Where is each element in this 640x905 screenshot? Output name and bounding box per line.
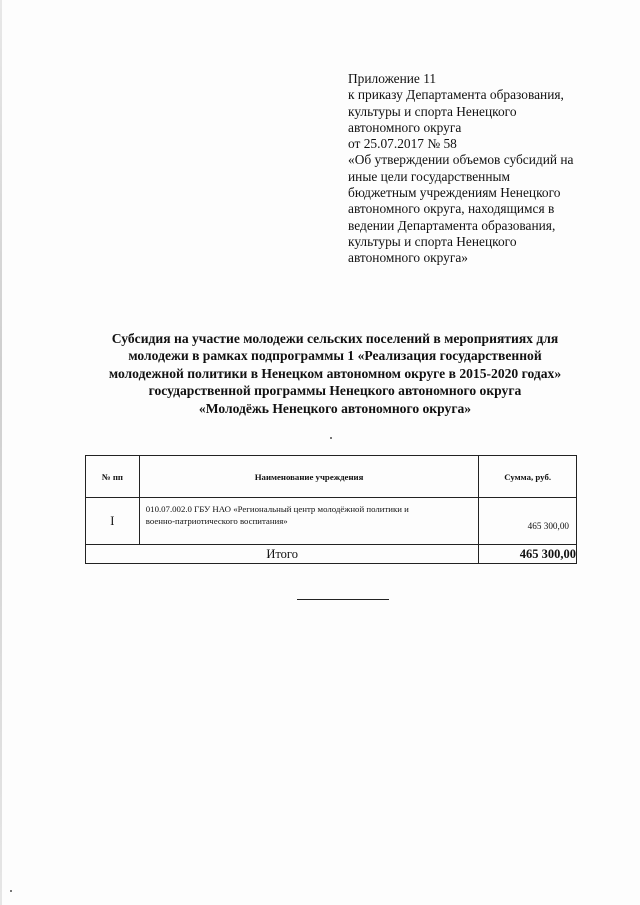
table-row [86, 498, 577, 545]
title-line: молодежной политики в Ненецком автономном округе в 2015-2020 годах» [108, 365, 562, 381]
appendix-line: автономного округа, находящимся в [348, 201, 555, 217]
row-amount: 465 300,00 [479, 498, 577, 545]
document-title [70, 330, 600, 417]
closing-divider [297, 599, 389, 600]
row-number: I [86, 498, 140, 545]
total-amount: 465 300,00 [479, 545, 577, 564]
appendix-line: «Об утверждении объемов субсидий на [348, 152, 574, 168]
scan-edge [0, 0, 2, 905]
appendix-line: иные цели государственным [348, 168, 510, 184]
scan-speck [10, 890, 12, 892]
title-line: «Молодёжь Ненецкого автономного округа» [198, 400, 472, 416]
total-label: Итого [86, 545, 479, 564]
table-header-row [86, 456, 577, 498]
appendix-line: культуры и спорта Ненецкого [348, 233, 517, 249]
institution-line: военно-патриотического воспитания» [145, 516, 288, 526]
header-amount: Сумма, руб. [479, 456, 577, 498]
header-number: № пп [86, 456, 140, 498]
appendix-line: бюджетным учреждениям Ненецкого [348, 185, 561, 201]
total-row [86, 545, 577, 564]
appendix-line: от 25.07.2017 № 58 [348, 136, 457, 152]
appendix-line: к приказу Департамента образования, [348, 87, 564, 103]
appendix-block [348, 71, 608, 267]
appendix-line: автономного округа» [348, 250, 468, 266]
title-line: государственной программы Ненецкого автономного округа [148, 383, 522, 399]
row-institution [139, 498, 479, 545]
subsidy-table [85, 455, 577, 564]
appendix-line: Приложение 11 [348, 71, 437, 86]
header-institution: Наименование учреждения [139, 456, 479, 498]
institution-line: 010.07.002.0 ГБУ НАО «Региональный центр молодёжной политики и [145, 504, 409, 514]
scan-speck [330, 437, 332, 439]
appendix-line: культуры и спорта Ненецкого [348, 103, 517, 119]
title-line: молодежи в рамках подпрограммы 1 «Реализация государственной [128, 348, 542, 364]
title-line: Субсидия на участие молодежи сельских поселений в мероприятиях для [111, 331, 559, 346]
appendix-line: автономного округа [348, 119, 462, 135]
appendix-line: ведении Департамента образования, [348, 217, 556, 233]
